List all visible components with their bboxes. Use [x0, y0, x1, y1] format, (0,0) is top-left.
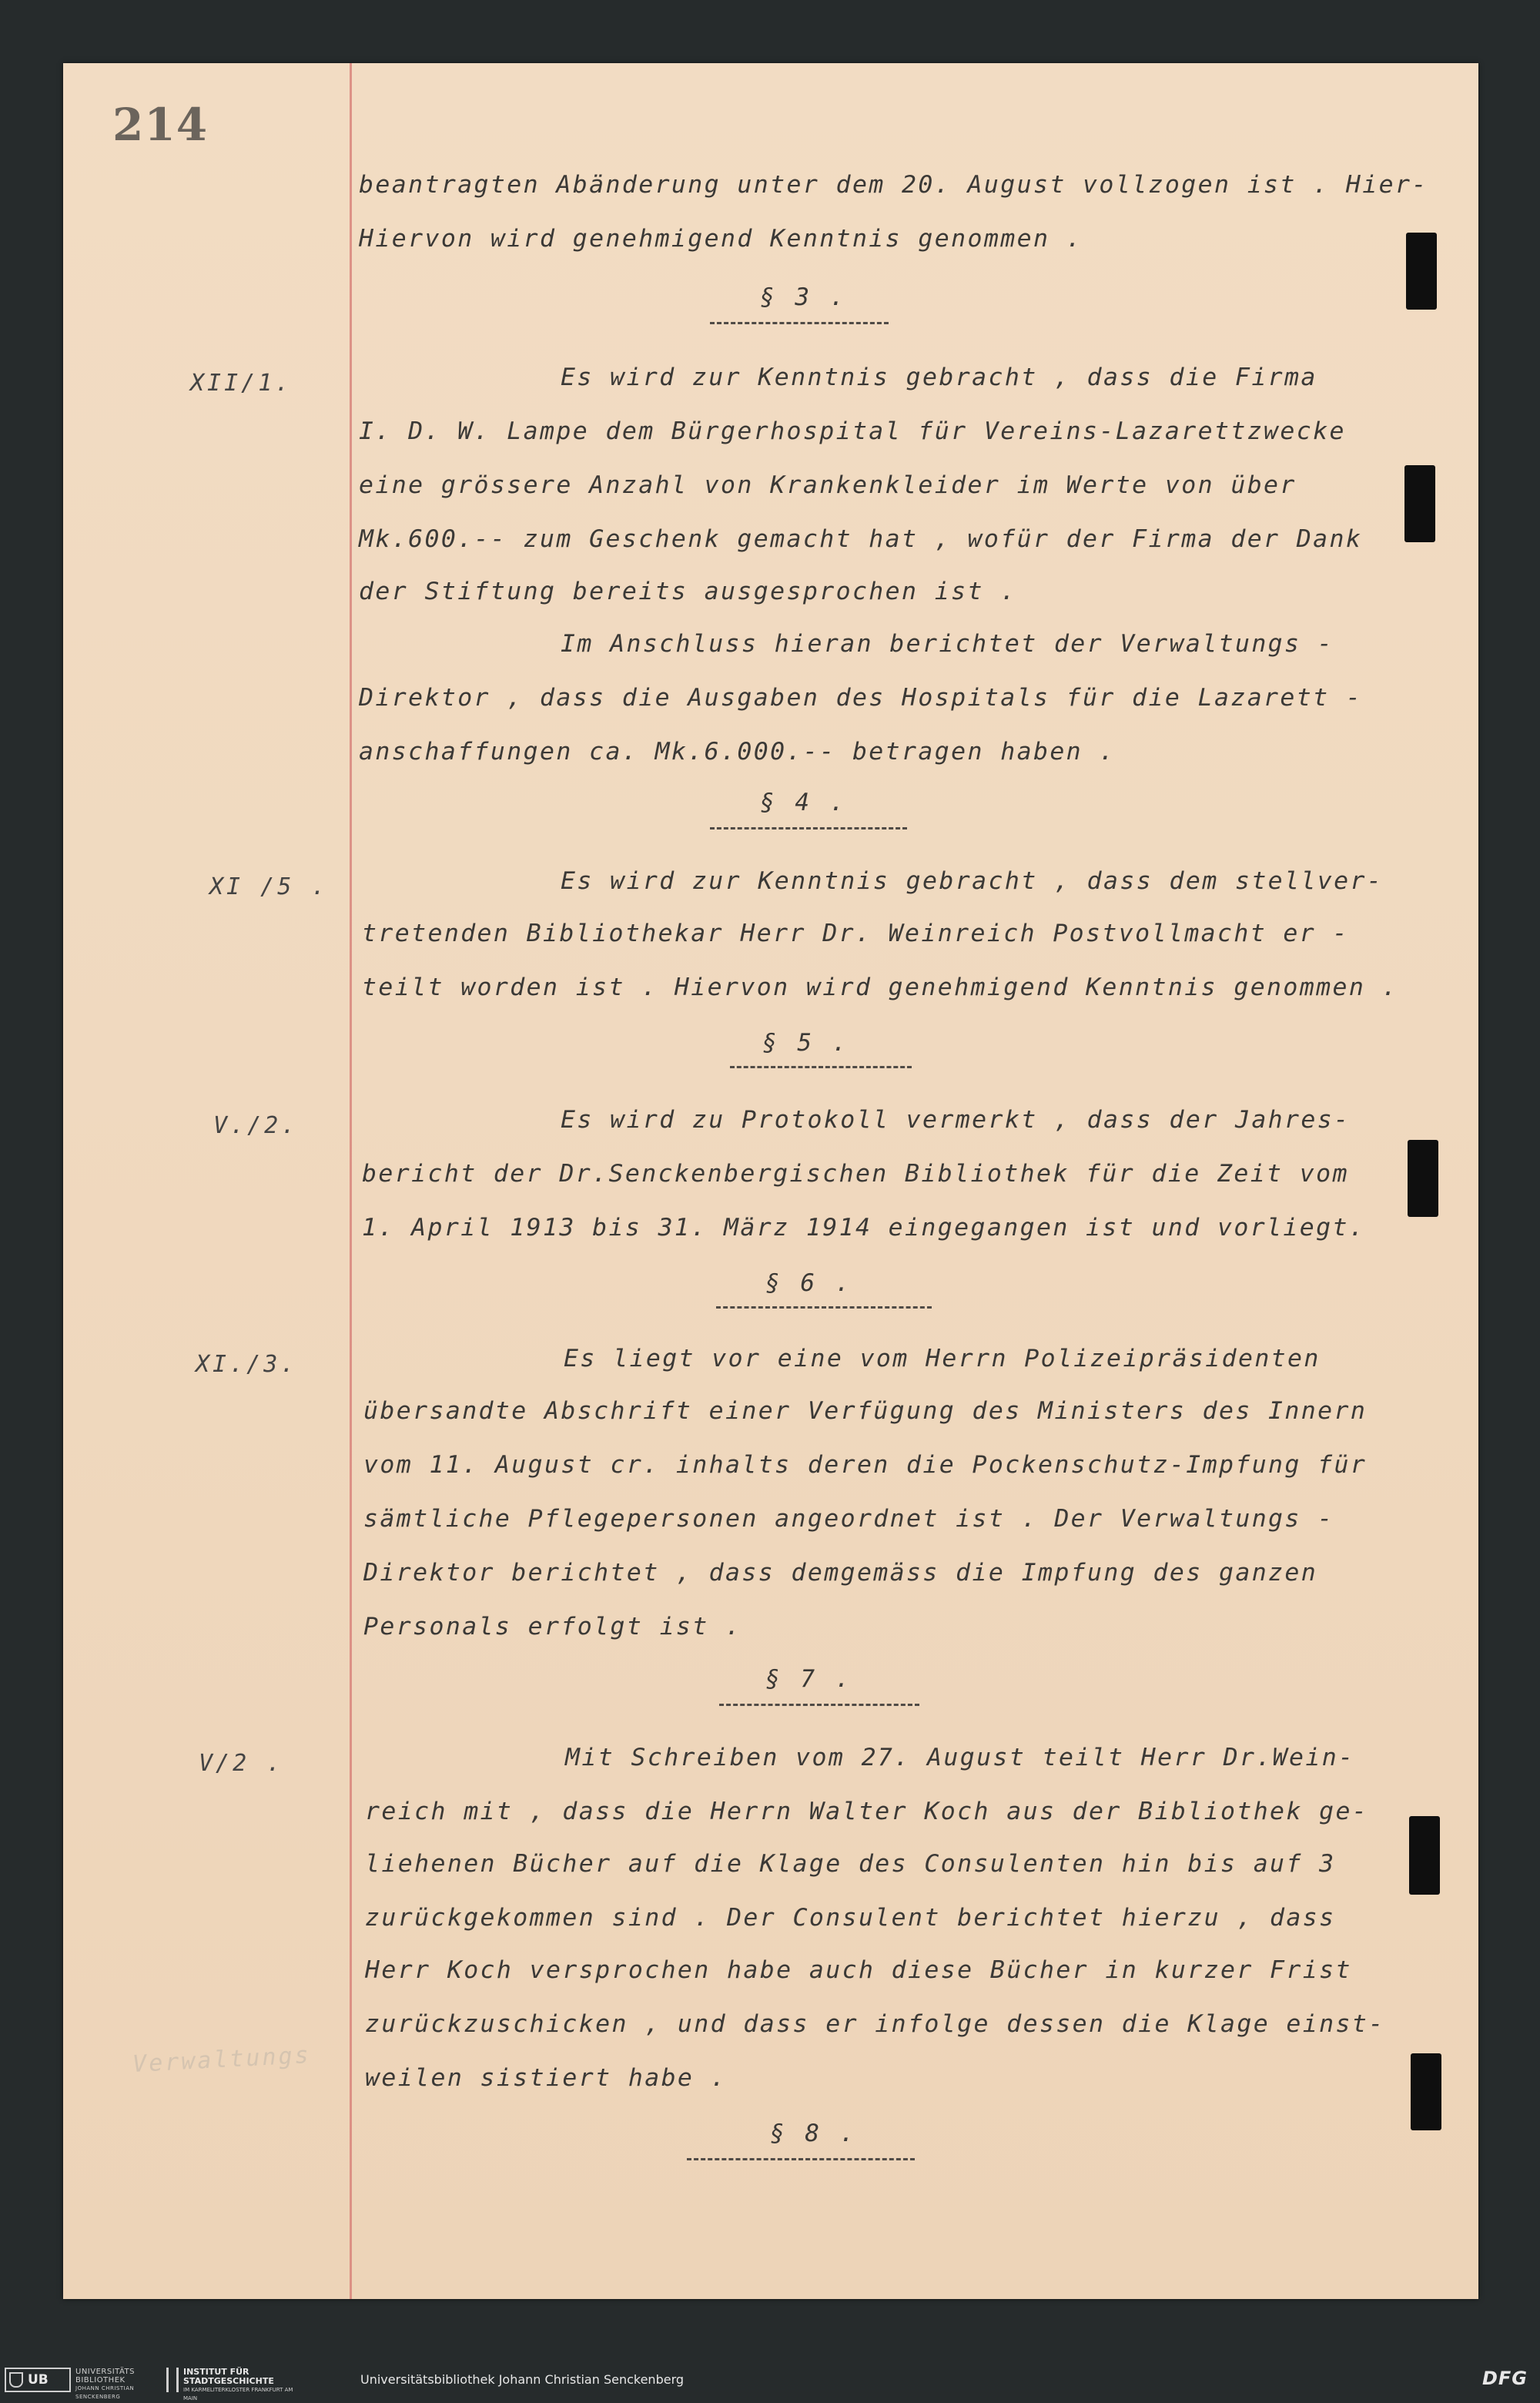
index-tab: [1411, 2053, 1441, 2130]
text-line: vom 11. August cr. inhalts deren die Pockenschutz-Impfung für: [363, 1451, 1368, 1479]
text-line: zurückzuschicken , und dass er infolge dessen die Klage einst-: [365, 2010, 1385, 2038]
pencil-note: Verwaltungs: [132, 2041, 312, 2079]
text-line: Es liegt vor eine vom Herrn Polizeipräsidenten: [564, 1345, 1321, 1372]
library-name-line: BIBLIOTHEK: [75, 2376, 126, 2385]
text-line: beantragten Abänderung unter dem 20. August vollzogen ist . Hier-: [359, 171, 1428, 199]
section-underline: [687, 2158, 915, 2160]
institute-logo-icon: [166, 2368, 179, 2392]
text-line: zurückgekommen sind . Der Consulent berichtet hierzu , dass: [365, 1904, 1336, 1932]
text-line: teilt worden ist . Hiervon wird genehmigend Kenntnis genommen .: [362, 974, 1398, 1001]
institute-title: INSTITUT FÜR STADTGESCHICHTE: [183, 2367, 274, 2386]
text-line: Herr Koch versprochen habe auch diese Bücher in kurzer Frist: [365, 1956, 1352, 1984]
library-name-line: JOHANN CHRISTIAN SENCKENBERG: [75, 2385, 135, 2400]
text-line: Direktor , dass die Ausgaben des Hospitals für die Lazarett -: [359, 684, 1363, 712]
section-underline: [719, 1704, 919, 1706]
margin-reference: XI /5 .: [209, 873, 329, 900]
ub-logo[interactable]: UB: [5, 2368, 71, 2392]
text-line: Mk.600.-- zum Geschenk gemacht hat , wofür der Firma der Dank: [359, 525, 1363, 553]
index-tab: [1404, 465, 1435, 542]
library-name-line: UNIVERSITÄTS: [75, 2368, 136, 2376]
institute-subtitle: IM KARMELITERKLOSTER FRANKFURT AM MAIN: [183, 2387, 293, 2401]
section-heading: § 8 .: [770, 2120, 858, 2147]
text-line: liehenen Bücher auf die Klage des Consulenten hin bis auf 3: [365, 1850, 1336, 1878]
section-underline: [710, 827, 907, 829]
dfg-logo[interactable]: DFG: [1481, 2368, 1528, 2389]
text-line: reich mit , dass die Herrn Walter Koch aus der Bibliothek ge-: [365, 1798, 1369, 1825]
text-line: 1. April 1913 bis 31. März 1914 eingegangen ist und vorliegt.: [362, 1214, 1366, 1242]
text-line: eine grössere Anzahl von Krankenkleider im Werte von über: [359, 471, 1297, 499]
margin-reference: V/2 .: [199, 1750, 284, 1777]
institute-name[interactable]: [183, 2368, 306, 2403]
footer-credit: Universitätsbibliothek Johann Christian Senckenberg: [360, 2372, 685, 2387]
page-number: 214: [112, 99, 209, 151]
text-line: Es wird zur Kenntnis gebracht , dass dem stellver-: [561, 867, 1384, 895]
margin-reference: XI./3.: [196, 1351, 298, 1378]
section-underline: [710, 322, 889, 324]
text-line: Es wird zu Protokoll vermerkt , dass der Jahres-: [561, 1106, 1351, 1134]
section-heading: § 6 .: [765, 1269, 853, 1297]
text-line: tretenden Bibliothekar Herr Dr. Weinreich Postvollmacht er -: [362, 920, 1349, 947]
text-line: anschaffungen ca. Mk.6.000.-- betragen haben .: [359, 738, 1116, 766]
margin-reference: V./2.: [213, 1112, 299, 1139]
section-heading: § 5 .: [762, 1029, 850, 1057]
margin-reference: XII/1.: [190, 370, 293, 397]
text-line: bericht der Dr.Senckenbergischen Bibliothek für die Zeit vom: [362, 1160, 1349, 1188]
section-underline: [716, 1306, 932, 1309]
text-line: der Stiftung bereits ausgesprochen ist .: [359, 578, 1017, 605]
text-line: Direktor berichtet , dass demgemäss die Impfung des ganzen: [363, 1559, 1318, 1587]
document-page: [63, 63, 1478, 2299]
text-line: I. D. W. Lampe dem Bürgerhospital für Vereins-Lazarettzwecke: [359, 417, 1346, 445]
text-line: Mit Schreiben vom 27. August teilt Herr Dr.Wein-: [565, 1744, 1355, 1771]
text-line: Im Anschluss hieran berichtet der Verwaltungs -: [561, 630, 1334, 658]
index-tab: [1406, 233, 1437, 310]
viewer-footer: [0, 2357, 1540, 2402]
text-line: Es wird zur Kenntnis gebracht , dass die Firma: [561, 364, 1317, 391]
margin-rule: [350, 63, 352, 2299]
section-heading: § 7 .: [765, 1665, 853, 1693]
text-line: Personals erfolgt ist .: [363, 1613, 742, 1641]
index-tab: [1408, 1140, 1438, 1217]
text-line: weilen sistiert habe .: [365, 2064, 728, 2092]
text-line: sämtliche Pflegepersonen angeordnet ist . Der Verwaltungs -: [363, 1505, 1334, 1533]
section-underline: [730, 1066, 912, 1068]
library-name: [75, 2368, 160, 2401]
index-tab: [1409, 1816, 1440, 1895]
text-line: Hiervon wird genehmigend Kenntnis genommen .: [359, 225, 1083, 253]
section-heading: § 4 .: [760, 789, 848, 816]
text-line: übersandte Abschrift einer Verfügung des Ministers des Innern: [363, 1397, 1368, 1425]
section-heading: § 3 .: [760, 283, 848, 311]
